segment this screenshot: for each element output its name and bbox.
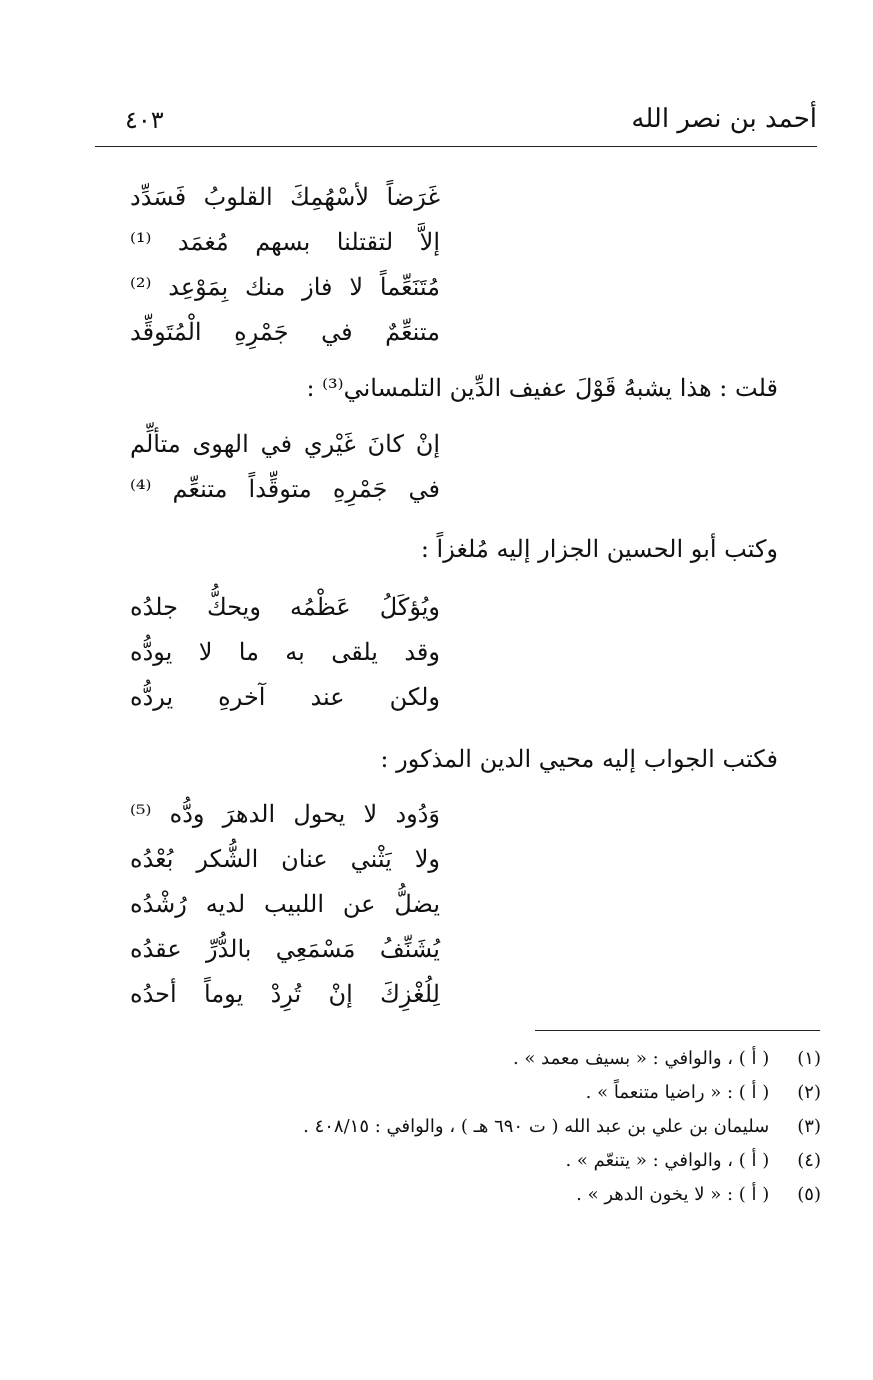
verse-second-hemistich: مُتَنَعِّماً لا فاز منك بِمَوْعِد ⁽²⁾	[130, 273, 440, 301]
intro-paragraph: فكتب الجواب إليه محيي الدين المذكور :	[380, 745, 778, 773]
footnote	[576, 1184, 821, 1205]
footnote-text: ( أ ) : « راضيا متنعماً » .	[585, 1082, 770, 1103]
page-number: ٤٠٣	[125, 106, 164, 134]
footnote-number: (٢)	[797, 1082, 821, 1103]
verse-second-hemistich: غَرَضاً لأسْهُمِكَ القلوبُ فَسَدِّد	[130, 183, 440, 211]
footnote-number: (٤)	[797, 1150, 821, 1171]
footnote-text: ( أ ) ، والوافي : « بسيف معمد » .	[512, 1048, 770, 1069]
header-rule	[95, 146, 817, 147]
intro-paragraph: وكتب أبو الحسين الجزار إليه مُلغزاً :	[420, 535, 778, 563]
footnote	[303, 1116, 821, 1137]
footnote-text: ( أ ) ، والوافي : « يتنعّم » .	[565, 1150, 770, 1171]
verse-second-hemistich: إنْ كانَ غَيْري في الهوى متألِّم	[130, 430, 440, 458]
verse-second-hemistich: لِلُغْزِكَ إنْ تُرِدْ يوماً أحدُه	[130, 980, 440, 1008]
footnote-rule	[535, 1030, 820, 1031]
footnote-text: ( أ ) : « لا يخون الدهر » .	[576, 1184, 770, 1205]
footnote-text: سليمان بن علي بن عبد الله ( ت ٦٩٠ هـ ) ، والوافي : ٤٠٨/١٥ .	[303, 1116, 770, 1137]
verse-second-hemistich: في جَمْرِهِ متوقِّداً متنعِّم ⁽⁴⁾	[130, 475, 440, 503]
verse-second-hemistich: ويُؤكَلُ عَظْمُه ويحكُّ جلدُه	[130, 593, 440, 621]
verse-second-hemistich: يُشَنِّفُ مَسْمَعِي بالدُّرِّ عقدُه	[130, 935, 440, 963]
verse-second-hemistich: إلاَّ لتقتلنا بسهم مُغمَد ⁽¹⁾	[130, 228, 440, 256]
verse-second-hemistich: ولكن عند آخرهِ يردُّه	[130, 683, 440, 711]
footnote-number: (١)	[797, 1048, 821, 1069]
footnote	[513, 1048, 821, 1069]
intro-paragraph: قلت : هذا يشبهُ قَوْلَ عفيف الدِّين التلمساني⁽³⁾ :	[306, 374, 778, 402]
footnote	[586, 1082, 821, 1103]
footnote-number: (٣)	[797, 1116, 821, 1137]
verse-second-hemistich: وَدُود لا يحول الدهرَ ودُّه ⁽⁵⁾	[130, 800, 440, 828]
running-head: أحمد بن نصر الله	[631, 104, 817, 134]
verse-second-hemistich: يضلُّ عن اللبيب لديه رُشْدُه	[130, 890, 440, 918]
footnote	[565, 1150, 821, 1171]
verse-second-hemistich: متنعِّمٌ في جَمْرِهِ الْمُتَوقِّد	[130, 318, 440, 346]
verse-second-hemistich: وقد يلقى به ما لا يودُّه	[130, 638, 440, 666]
verse-second-hemistich: ولا يَثْني عنان الشُّكر بُعْدُه	[130, 845, 440, 873]
page-header	[95, 104, 817, 144]
footnote-number: (٥)	[797, 1184, 821, 1205]
